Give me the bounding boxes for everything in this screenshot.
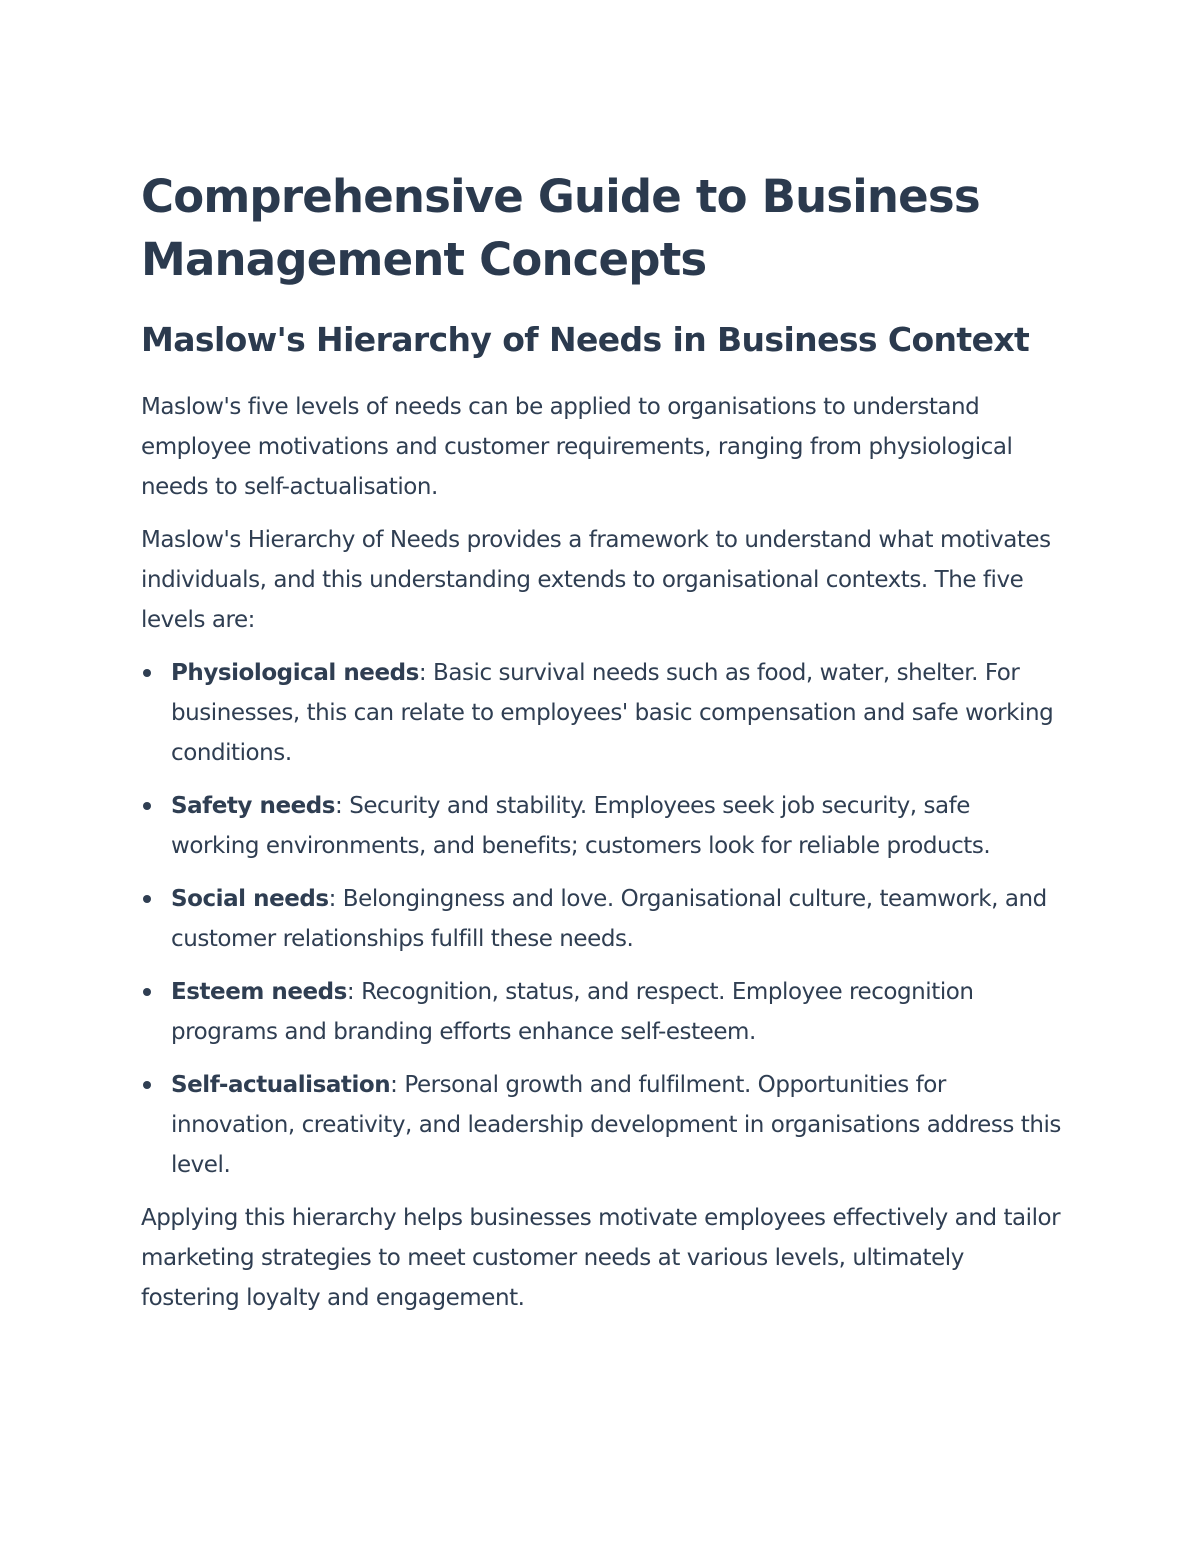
list-item: [141, 1065, 1061, 1185]
term-separator: :: [335, 793, 343, 819]
needs-levels-list: [141, 653, 1061, 1185]
level-term: Esteem needs: [171, 979, 347, 1005]
level-term: Self-actualisation: [171, 1072, 391, 1098]
level-description: Personal growth and fulfilment. Opportunities for innovation, creativity, and leadership development in organisations address this level.: [171, 1072, 1061, 1178]
framework-paragraph: Maslow's Hierarchy of Needs provides a framework to understand what motivates individuals, and this understanding extends to organisational contexts. The five levels are:: [141, 527, 1051, 633]
list-item: [141, 879, 1061, 959]
bullet-icon: [143, 802, 151, 810]
list-item: [141, 972, 1061, 1052]
term-separator: :: [328, 886, 336, 912]
section-heading: Maslow's Hierarchy of Needs in Business Context: [141, 320, 1030, 359]
level-description: Basic survival needs such as food, water, shelter. For businesses, this can relate to employees' basic compensation and safe working conditions.: [171, 660, 1054, 766]
level-description: Recognition, status, and respect. Employee recognition programs and branding efforts enhance self-esteem.: [171, 979, 974, 1045]
level-term: Physiological needs: [171, 660, 419, 686]
level-term: Safety needs: [171, 793, 336, 819]
level-description: Security and stability. Employees seek job security, safe working environments, and benefits; customers look for reliable products.: [171, 793, 991, 859]
document-page: [141, 165, 1061, 1318]
bullet-icon: [143, 1081, 151, 1089]
list-item: [141, 653, 1061, 773]
term-separator: :: [418, 660, 427, 686]
bullet-icon: [143, 988, 151, 996]
level-term: Social needs: [171, 886, 329, 912]
document-title: Comprehensive Guide to Business Management Concepts: [141, 170, 980, 286]
bullet-icon: [143, 669, 151, 677]
bullet-icon: [143, 895, 151, 903]
term-separator: :: [390, 1072, 398, 1098]
closing-paragraph: Applying this hierarchy helps businesses motivate employees effectively and tailor marketing strategies to meet customer needs at various levels, ultimately fostering loyalty and engagement.: [141, 1205, 1061, 1311]
list-item: [141, 786, 1061, 866]
level-description: Belongingness and love. Organisational culture, teamwork, and customer relationships fulfill these needs.: [171, 886, 1047, 952]
intro-paragraph: Maslow's five levels of needs can be applied to organisations to understand employee motivations and customer requirements, ranging from physiological needs to self-actualisation.: [141, 394, 1013, 500]
term-separator: :: [346, 979, 355, 1005]
